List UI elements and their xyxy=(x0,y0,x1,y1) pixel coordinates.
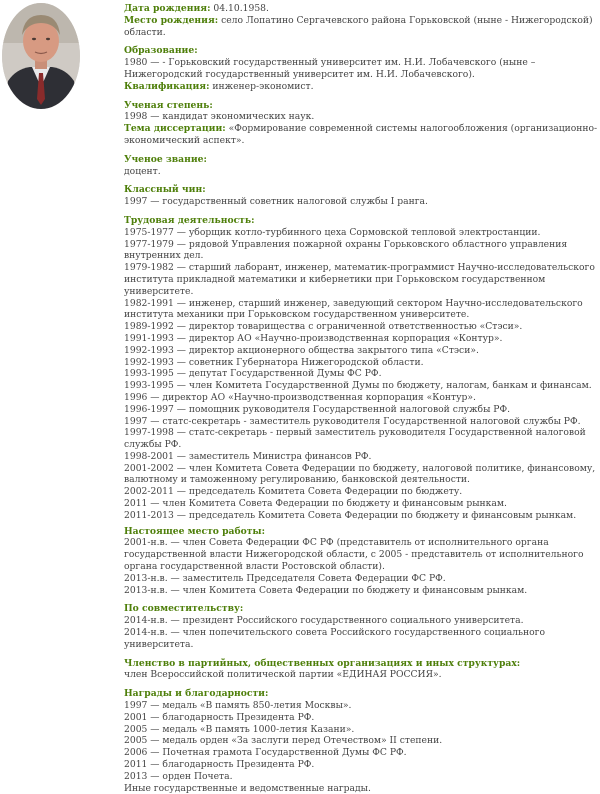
award-item: 2006 — Почетная грамота Государственной Думы ФС РФ. xyxy=(124,747,407,759)
thesis-row xyxy=(124,123,598,147)
award-item: 2005 — медаль «В память 1000-летия Казани». xyxy=(124,723,355,735)
degree-text: 1998 — кандидат экономических наук. xyxy=(124,111,315,123)
qualification-label: Квалификация: xyxy=(124,80,210,92)
career-item: 1989-1992 — директор товарищества с ограниченной ответственностью «Стэси». xyxy=(124,321,523,333)
birth-date-value: 04.10.1958. xyxy=(213,3,269,14)
birth-date-row xyxy=(124,3,598,15)
career-item: 1992-1993 — директор акционерного общества закрытого типа «Стэси». xyxy=(124,344,479,356)
career-item: 2001-2002 — член Комитета Совета Федерации по бюджету, налоговой политике, финансовому, валютному и таможенному регулированию, банковской деятельности. xyxy=(124,462,596,486)
career-item: 1977-1979 — рядовой Управления пожарной охраны Горьковского областного управления внутренних дел. xyxy=(124,238,568,262)
current-job-item: 2001-н.в. — член Совета Федерации ФС РФ (представитель от исполнительного органа государственной власти Нижегородской области, с 2005 - представитель от исполнительного органа государственной власти Ростовской области). xyxy=(124,537,584,573)
award-item: Иные государственные и ведомственные награды. xyxy=(124,782,371,794)
membership-heading: Членство в партийных, общественных организациях и иных структурах: xyxy=(124,657,521,669)
class-rank-text: 1997 — государственный советник налоговой службы I ранга. xyxy=(124,196,428,208)
degree-heading: Ученая степень: xyxy=(124,99,213,111)
award-item: 2001 — благодарность Президента РФ. xyxy=(124,711,315,723)
academic-rank-text: доцент. xyxy=(124,165,161,177)
career-item: 1996-1997 — помощник руководителя Государственной налоговой службы РФ. xyxy=(124,403,511,415)
career-item: 1979-1982 — старший лаборант, инженер, математик-программист Научно-исследовательского института прикладной математики и кибернетики при Горьковском государственном университете. xyxy=(124,262,595,297)
thesis-label: Тема диссертации: xyxy=(124,123,226,135)
qualification-value: инженер-экономист. xyxy=(212,80,314,92)
current-job-heading: Настоящее место работы: xyxy=(124,525,266,537)
current-job-item: 2013-н.в. — член Комитета Совета Федерации по бюджету и финансовым рынкам. xyxy=(124,584,528,596)
career-item: 1996 — директор АО «Научно-производственная корпорация «Контур». xyxy=(124,391,476,403)
education-heading: Образование: xyxy=(124,45,198,57)
academic-rank-heading: Ученое звание: xyxy=(124,153,207,165)
career-item: 1997-1998 — статс-секретарь - первый заместитель руководителя Государственной налоговой службы РФ. xyxy=(124,427,586,451)
award-item: 2011 — благодарность Президента РФ. xyxy=(124,759,315,771)
award-item: 1997 — медаль «В память 850-летия Москвы». xyxy=(124,700,352,712)
part-time-heading: По совместительству: xyxy=(124,603,244,615)
career-item: 1992-1993 — советник Губернатора Нижегородской области. xyxy=(124,356,424,368)
part-time-item: 2014-н.в. — президент Российского государственного социального университета. xyxy=(124,615,524,627)
education-text: 1980 — - Горьковский государственный университет им. Н.И. Лобачевского (ныне – Нижегородский государственный университет им. Н.И. Лобачевского). xyxy=(124,57,536,80)
qualification-row xyxy=(124,81,598,93)
birth-place-row xyxy=(124,15,598,39)
award-item: 2013 — орден Почета. xyxy=(124,770,233,782)
birth-date-label: Дата рождения: xyxy=(124,3,211,14)
awards-heading: Награды и благодарности: xyxy=(124,688,269,700)
career-item: 1997 — статс-секретарь - заместитель руководителя Государственной налоговой службы РФ. xyxy=(124,415,581,427)
career-item: 1993-1995 — член Комитета Государственной Думы по бюджету, налогам, банкам и финансам. xyxy=(124,380,592,392)
birth-place-value: село Лопатино Сергачевского района Горьковской (ныне - Нижегородской) области. xyxy=(124,14,593,38)
class-rank-heading: Классный чин: xyxy=(124,184,206,196)
part-time-item: 2014-н.в. — член попечительского совета Российского государственного социального университета. xyxy=(124,627,546,650)
birth-place-label: Место рождения: xyxy=(124,14,219,26)
thesis-value: «Формирование современной системы налогообложения (организационно-экономический аспект». xyxy=(124,123,598,146)
career-heading: Трудовая деятельность: xyxy=(124,214,255,226)
profile-content xyxy=(124,3,598,794)
current-job-item: 2013-н.в. — заместитель Председателя Совета Федерации ФС РФ. xyxy=(124,572,446,584)
award-item: 2005 — медаль орден «За заслуги перед Отечеством» II степени. xyxy=(124,735,443,747)
career-item: 1975-1977 — уборщик котло-турбинного цеха Сормовской тепловой электростанции. xyxy=(124,226,541,238)
career-item: 1982-1991 — инженер, старший инженер, заведующий сектором Научно-исследовательского института механики при Горьковском государственном университете. xyxy=(124,297,583,321)
career-item: 1993-1995 — депутат Государственной Думы ФС РФ. xyxy=(124,368,382,380)
membership-text: член Всероссийской политической партии «ЕДИНАЯ РОССИЯ». xyxy=(124,669,442,681)
portrait-illustration xyxy=(2,3,80,109)
career-item: 1991-1993 — директор АО «Научно-производственная корпорация «Контур». xyxy=(124,332,503,344)
career-item: 2002-2011 — председатель Комитета Совета Федерации по бюджету. xyxy=(124,486,463,498)
career-item: 1998-2001 — заместитель Министра финансов РФ. xyxy=(124,450,372,462)
career-item: 2011 — член Комитета Совета Федерации по бюджету и финансовым рынкам. xyxy=(124,498,507,510)
portrait-photo xyxy=(2,3,80,109)
career-item: 2011-2013 — председатель Комитета Совета Федерации по бюджету и финансовым рынкам. xyxy=(124,509,577,521)
